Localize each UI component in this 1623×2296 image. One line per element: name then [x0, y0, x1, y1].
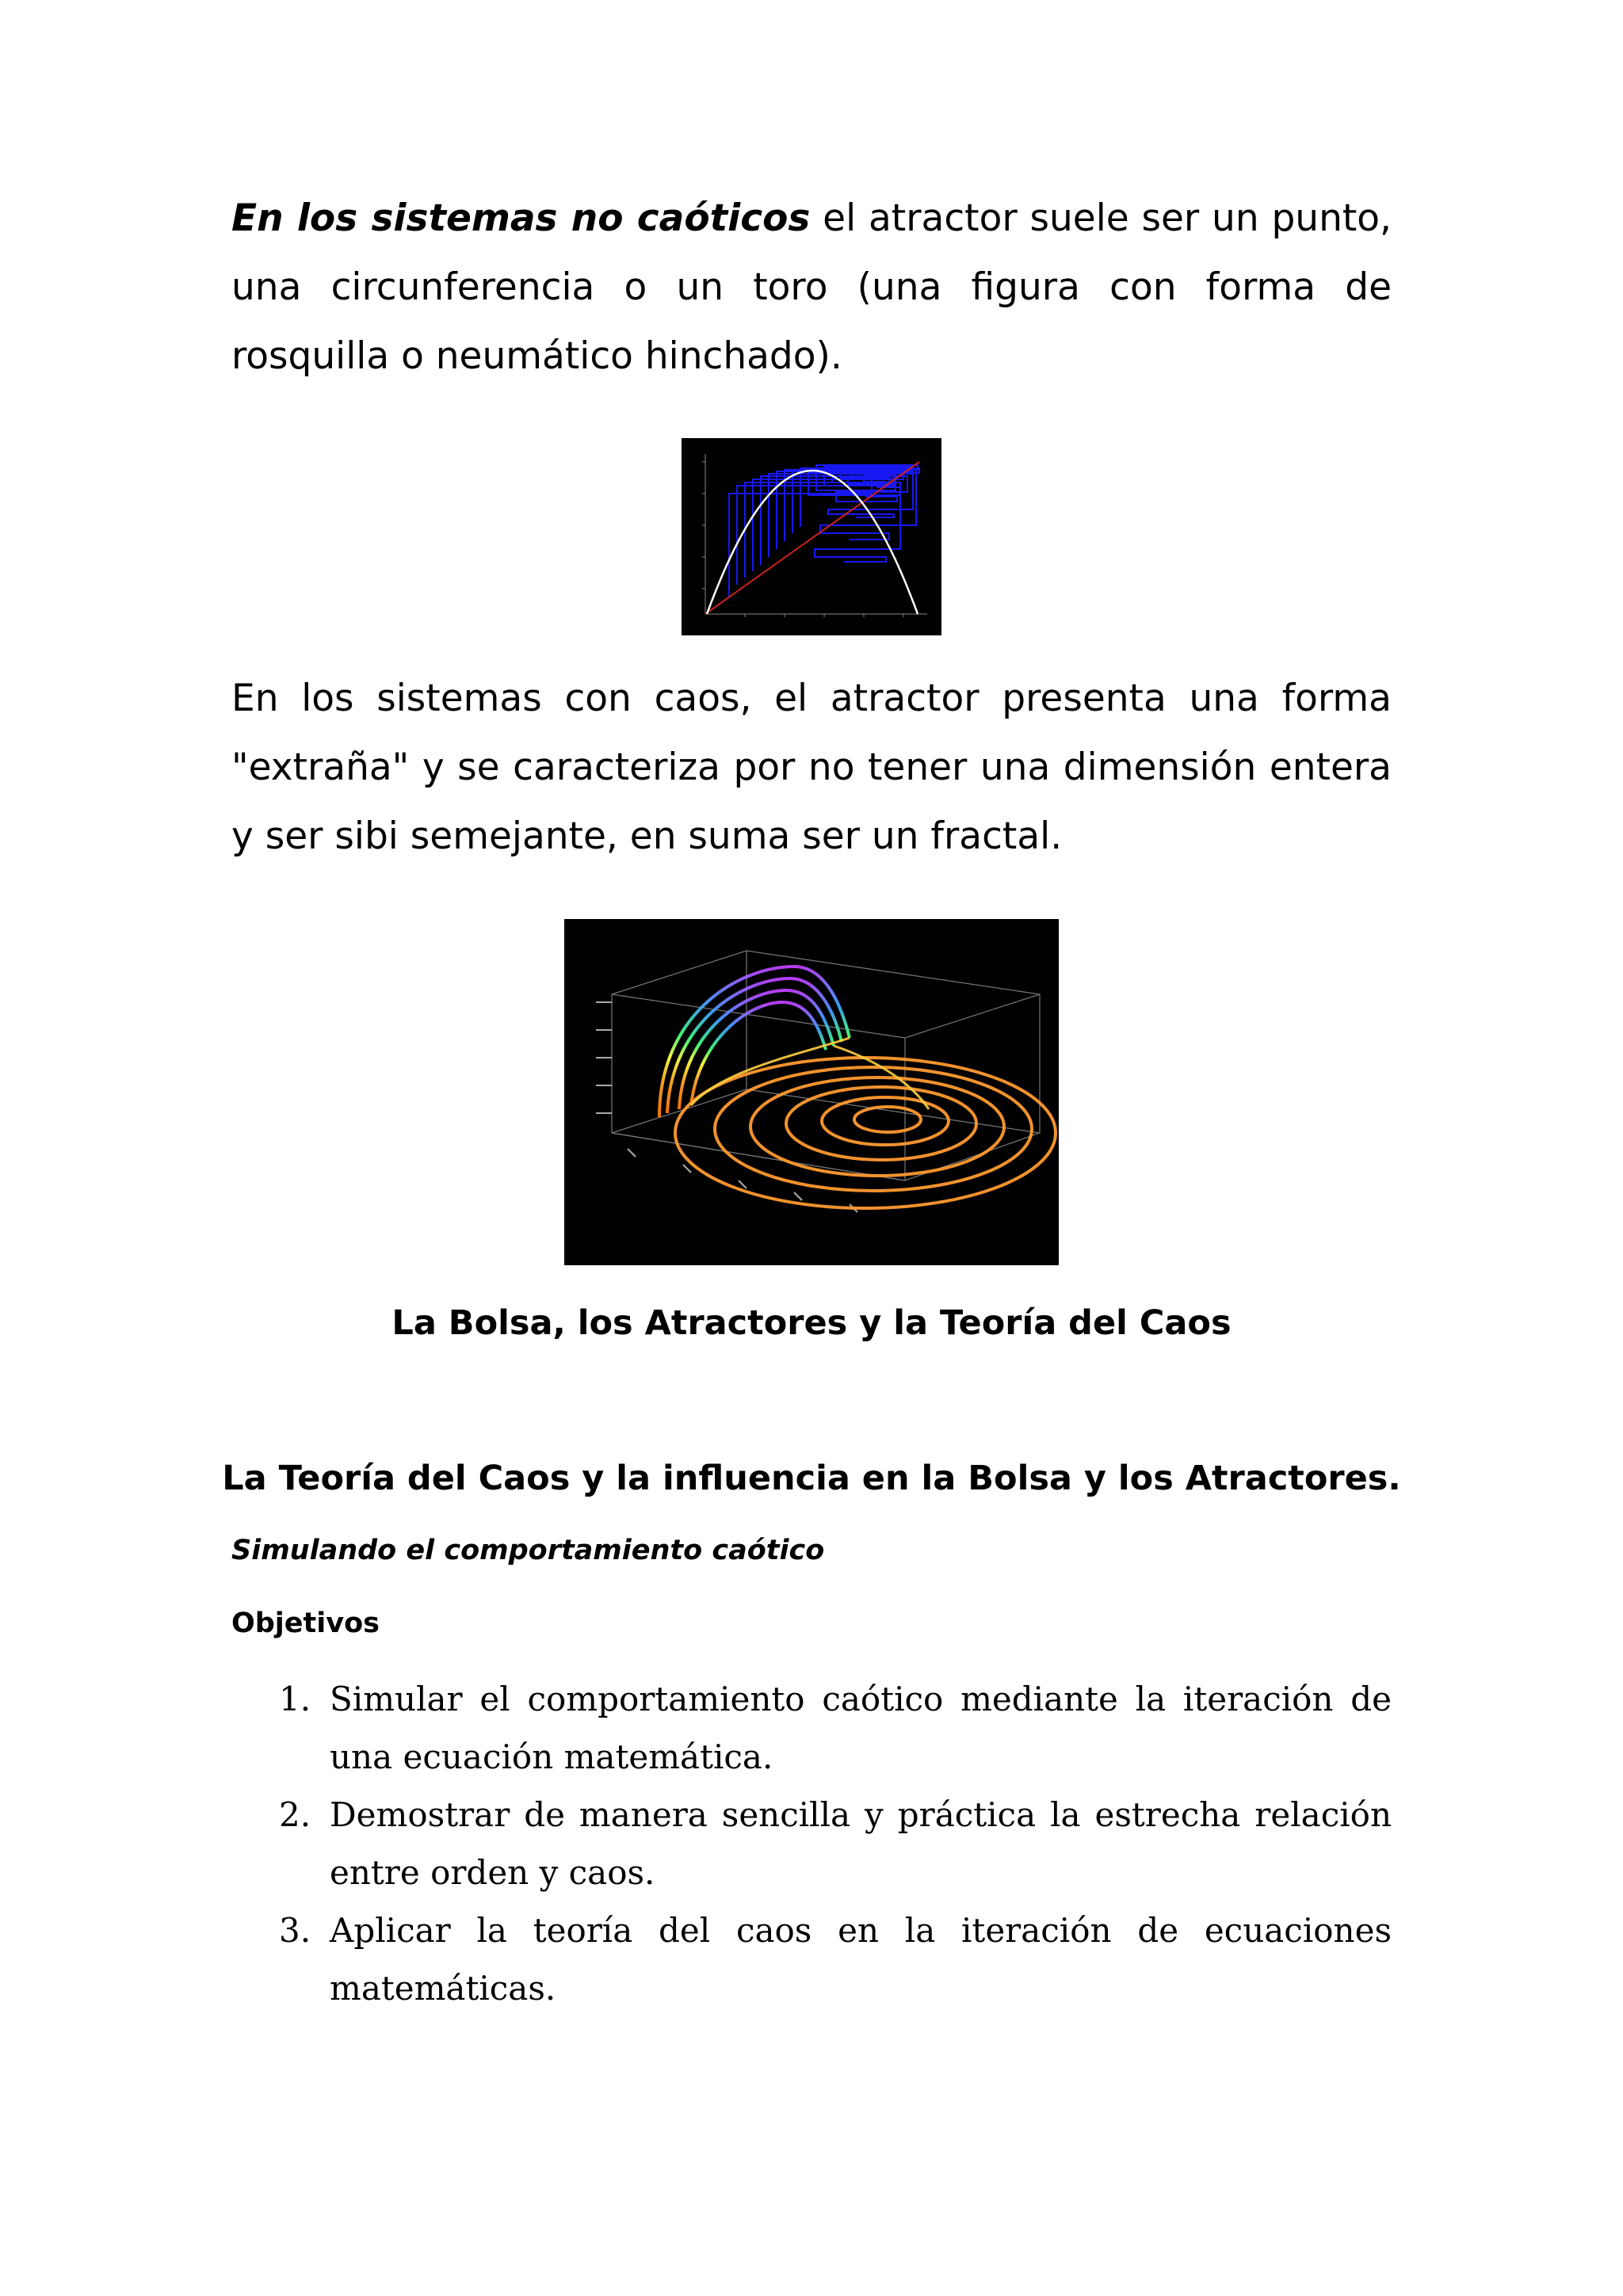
- lorenz-attractor-icon: [564, 919, 1059, 1265]
- list-item-number: 1.: [279, 1680, 311, 1718]
- paragraph-chaotic-systems: En los sistemas con caos, el atractor presenta una forma "extraña" y se caracteriza por no tener una dimensión entera y ser sibi semejante, en suma ser un fractal.: [231, 677, 1392, 858]
- list-item-text: Aplicar la teoría del caos en la iteración de ecuaciones matemáticas.: [330, 1911, 1392, 2008]
- list-item: [231, 1670, 1392, 1786]
- subsection-heading: Simulando el comportamiento caótico: [231, 1535, 825, 1566]
- list-item-text: Demostrar de manera sencilla y práctica la estrecha relación entre orden y caos.: [330, 1795, 1392, 1892]
- list-item-text: Simular el comportamiento caótico mediante la iteración de una ecuación matemática.: [330, 1680, 1392, 1776]
- logistic-map-figure: [682, 438, 941, 635]
- paragraph-lead: En los sistemas no caóticos: [231, 196, 811, 240]
- list-item: [231, 1901, 1392, 2017]
- list-item-number: 3.: [279, 1911, 311, 1950]
- paragraph-non-chaotic-systems: [231, 184, 1392, 391]
- lorenz-attractor-figure: [564, 919, 1059, 1265]
- section-title: La Teoría del Caos y la influencia en la Bolsa y los Atractores.: [222, 1459, 1401, 1498]
- logistic-map-cobweb-icon: [682, 438, 941, 635]
- list-item-number: 2.: [279, 1795, 311, 1834]
- objectives-heading: Objetivos: [231, 1608, 380, 1639]
- objectives-list: [231, 1670, 1392, 2017]
- list-item: [231, 1786, 1392, 1901]
- figure-caption-title: La Bolsa, los Atractores y la Teoría del Caos: [391, 1303, 1232, 1343]
- paragraph-body: el atractor suele ser un punto, una circunferencia o un toro (una figura con forma de rosquilla o neumático hinchado).: [231, 196, 1392, 378]
